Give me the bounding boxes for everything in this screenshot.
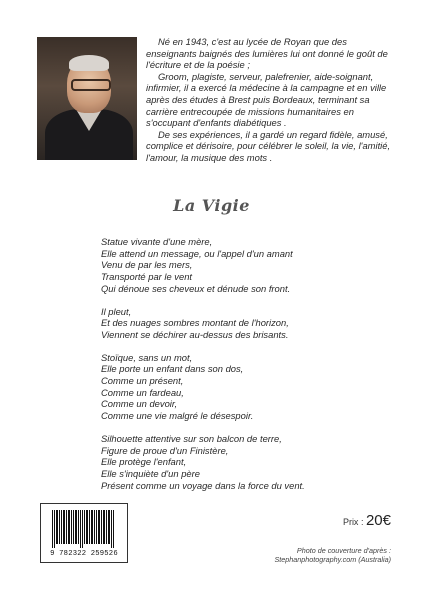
- poem-body: [101, 236, 391, 502]
- author-photo: [37, 37, 137, 160]
- poem-line: Elle attend un message, ou l'appel d'un amant: [101, 247, 293, 259]
- isbn-number: 9 782322 259526: [50, 550, 118, 558]
- photo-glasses: [71, 79, 111, 91]
- poem-line: Venu de par les mers,: [101, 259, 193, 271]
- poem-line: Comme un présent,: [101, 375, 184, 387]
- poem-title: La Vigie: [173, 196, 250, 215]
- poem-line: Statue vivante d'une mère,: [101, 236, 213, 247]
- bio-paragraph-1: Né en 1943, c'est au lycée de Royan que des enseignants baignés des lumières lui ont donné le goût de l'écriture et de la poésie ;: [146, 36, 388, 71]
- price: [343, 512, 391, 529]
- poem-line: Comme un devoir,: [101, 398, 178, 410]
- isbn-barcode: [40, 503, 128, 563]
- poem-line: Transporté par le vent: [101, 271, 193, 283]
- stanza-4: [101, 433, 391, 492]
- poem-line: Présent comme un voyage dans la force du vent.: [101, 479, 305, 491]
- poem-line: Il pleut,: [101, 305, 132, 317]
- poem-line: Stoïque, sans un mot,: [101, 351, 193, 363]
- poem-line: Elle s'inquiète d'un père: [101, 467, 200, 479]
- poem-line: Silhouette attentive sur son balcon de terre,: [101, 432, 282, 444]
- photo-credit-line-1: Photo de couverture d'après :: [296, 546, 391, 555]
- bio-paragraph-2: Groom, plagiste, serveur, palefrenier, aide-soignant, infirmier, il a exercé la médecine à la campagne et en ville après des études à Brest puis Bordeaux, terminant sa carrière entrecoupée de missions humanitaires en s'occupant d'enfants diabétiques .: [146, 70, 387, 129]
- poem-line: Et des nuages sombres montant de l'horizon,: [101, 317, 289, 329]
- poem-line: Elle porte un enfant dans son dos,: [101, 363, 244, 375]
- poem-line: Qui dénoue ses cheveux et dénude son front.: [101, 282, 291, 294]
- price-label: Prix :: [342, 517, 364, 527]
- poem-line: Viennent se déchirer au-dessus des brisants.: [101, 328, 289, 340]
- photo-credit-line-2: Stephanphotography.com (Australia): [274, 555, 391, 564]
- author-bio: [146, 36, 396, 164]
- barcode-icon: [52, 510, 114, 548]
- stanza-2: [101, 306, 391, 341]
- stanza-3: [101, 352, 391, 422]
- poem-line: Comme un fardeau,: [101, 386, 184, 398]
- poem-line: Elle protège l'enfant,: [101, 456, 187, 468]
- photo-credit: [221, 546, 391, 564]
- photo-hair: [69, 55, 109, 71]
- poem-line: Figure de proue d'un Finistère,: [101, 444, 229, 456]
- poem-line: Comme une vie malgré le désespoir.: [101, 410, 254, 422]
- stanza-1: [101, 236, 391, 295]
- bio-paragraph-3: De ses expériences, il a gardé un regard fidèle, amusé, complice et dérisoire, pour célébrer le soleil, la vie, l'amitié, l'amour, la musique des mots .: [146, 128, 391, 163]
- price-amount: 20€: [365, 512, 391, 529]
